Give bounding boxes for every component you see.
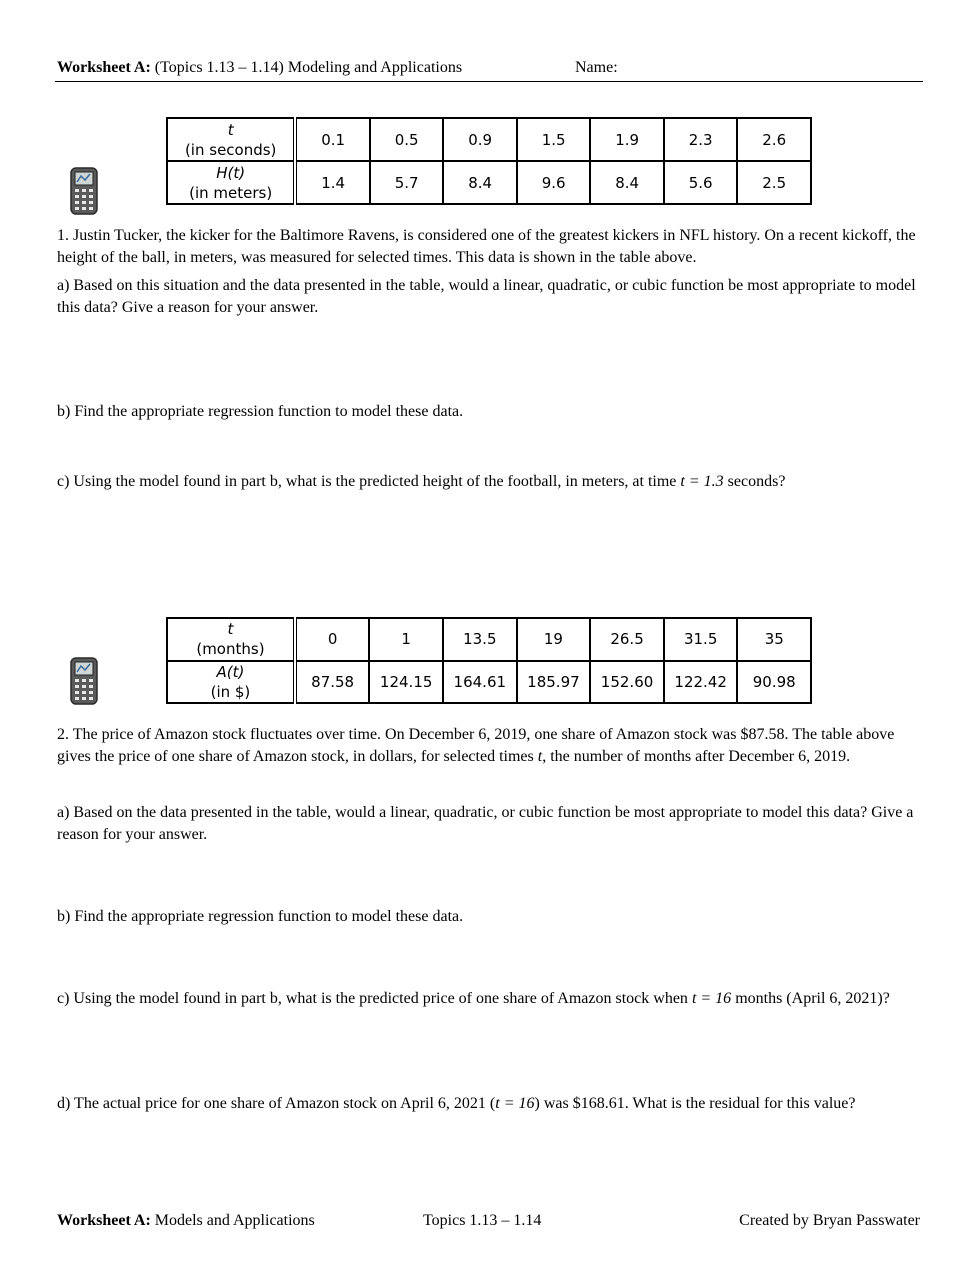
height-data-table	[166, 117, 812, 205]
table-cell: 1.9	[590, 118, 664, 161]
table-cell: 87.58	[295, 661, 369, 704]
row-label-height	[167, 161, 295, 204]
footer-left-rest: Models and Applications	[150, 1212, 315, 1229]
table-cell: 5.7	[370, 161, 444, 204]
table-cell: 1	[369, 618, 443, 661]
table-cell: 8.4	[443, 161, 517, 204]
table-cell: 1.5	[517, 118, 591, 161]
table-cell: 0	[295, 618, 369, 661]
question-1c	[57, 471, 919, 493]
header-rule	[55, 81, 923, 82]
question-1-intro: 1. Justin Tucker, the kicker for the Baltimore Ravens, is considered one of the greatest kickers in NFL history. On a recent kickoff, the height of the ball, in meters, was measured for selected times. This data is shown in the table above.	[57, 227, 916, 266]
question-2d	[57, 1093, 919, 1115]
table-cell: 13.5	[443, 618, 517, 661]
q2c-text-pre: c) Using the model found in part b, what is the predicted price of one share of Amazon stock when	[57, 990, 692, 1007]
table-row	[167, 161, 811, 204]
table-cell: 0.9	[443, 118, 517, 161]
table-cell: 19	[517, 618, 591, 661]
q2d-text-post: ) was $168.61. What is the residual for this value?	[534, 1095, 856, 1112]
worksheet-header	[57, 59, 907, 77]
table-cell: 185.97	[517, 661, 591, 704]
q1c-text-pre: c) Using the model found in part b, what is the predicted height of the football, in meters, at time	[57, 473, 681, 490]
table-cell: 35	[737, 618, 811, 661]
footer-left-bold: Worksheet A:	[57, 1212, 151, 1229]
question-2a: a) Based on the data presented in the table, would a linear, quadratic, or cubic function be most appropriate to model this data? Give a reason for your answer.	[57, 804, 914, 843]
label-unit: (in meters)	[189, 183, 273, 202]
q2-intro-post: , the number of months after December 6, 2019.	[542, 748, 851, 765]
q1c-math: t = 1.3	[680, 473, 724, 490]
label-unit: (in seconds)	[184, 140, 277, 159]
footer-right: Created by Bryan Passwater	[739, 1212, 920, 1229]
table-cell: 90.98	[737, 661, 811, 704]
stock-data-table	[166, 617, 812, 704]
footer-left	[57, 1212, 315, 1230]
label-unit: (months)	[196, 640, 265, 659]
row-label-price	[167, 661, 295, 704]
q2d-math: t = 16	[495, 1095, 535, 1112]
calculator-icon	[64, 167, 104, 215]
table-cell: 164.61	[443, 661, 517, 704]
table-row	[167, 118, 811, 161]
table-cell: 1.4	[295, 161, 370, 204]
name-label: Name:	[575, 59, 618, 76]
q2c-text-post: months (April 6, 2021)?	[731, 990, 890, 1007]
row-label-time	[167, 118, 295, 161]
table-cell: 152.60	[590, 661, 664, 704]
q2d-text-pre: d) The actual price for one share of Amazon stock on April 6, 2021 (	[57, 1095, 496, 1112]
header-title-bold: Worksheet A:	[57, 59, 151, 76]
table-cell: 31.5	[664, 618, 738, 661]
q2-intro-pre: 2. The price of Amazon stock fluctuates over time. On December 6, 2019, one share of Amazon stock was $87.58. The table above gives the price of one share of Amazon stock, in dollars, for selected times	[57, 726, 895, 765]
table-cell: 2.5	[737, 161, 811, 204]
calculator-icon	[64, 657, 104, 705]
table-cell: 0.1	[295, 118, 370, 161]
footer-center: Topics 1.13 – 1.14	[423, 1212, 542, 1229]
q1c-text-post: seconds?	[723, 473, 786, 490]
row-label-months	[167, 618, 295, 661]
table-row	[167, 661, 811, 704]
label-var: t	[227, 120, 234, 139]
question-2b: b) Find the appropriate regression function to model these data.	[57, 908, 464, 925]
table-cell: 122.42	[664, 661, 738, 704]
table-cell: 8.4	[590, 161, 664, 204]
table-cell: 5.6	[664, 161, 738, 204]
label-var: t	[227, 620, 234, 639]
table-cell: 0.5	[370, 118, 444, 161]
label-var: A(t)	[216, 662, 245, 681]
header-title-rest: (Topics 1.13 – 1.14) Modeling and Applications	[150, 59, 463, 76]
table-cell: 2.6	[737, 118, 811, 161]
label-var: H(t)	[216, 163, 246, 182]
question-1a: a) Based on this situation and the data presented in the table, would a linear, quadratic, or cubic function be most appropriate to model this data? Give a reason for your answer.	[57, 277, 916, 316]
table-cell: 9.6	[517, 161, 591, 204]
table-cell: 2.3	[664, 118, 738, 161]
q2-intro-math: t	[537, 748, 543, 765]
question-2c	[57, 988, 919, 1010]
table-row	[167, 618, 811, 661]
label-unit: (in $)	[210, 682, 251, 701]
q2c-math: t = 16	[691, 990, 732, 1007]
question-2-intro	[57, 724, 919, 768]
table-cell: 124.15	[369, 661, 443, 704]
question-1b: b) Find the appropriate regression function to model these data.	[57, 403, 464, 420]
table-cell: 26.5	[590, 618, 664, 661]
